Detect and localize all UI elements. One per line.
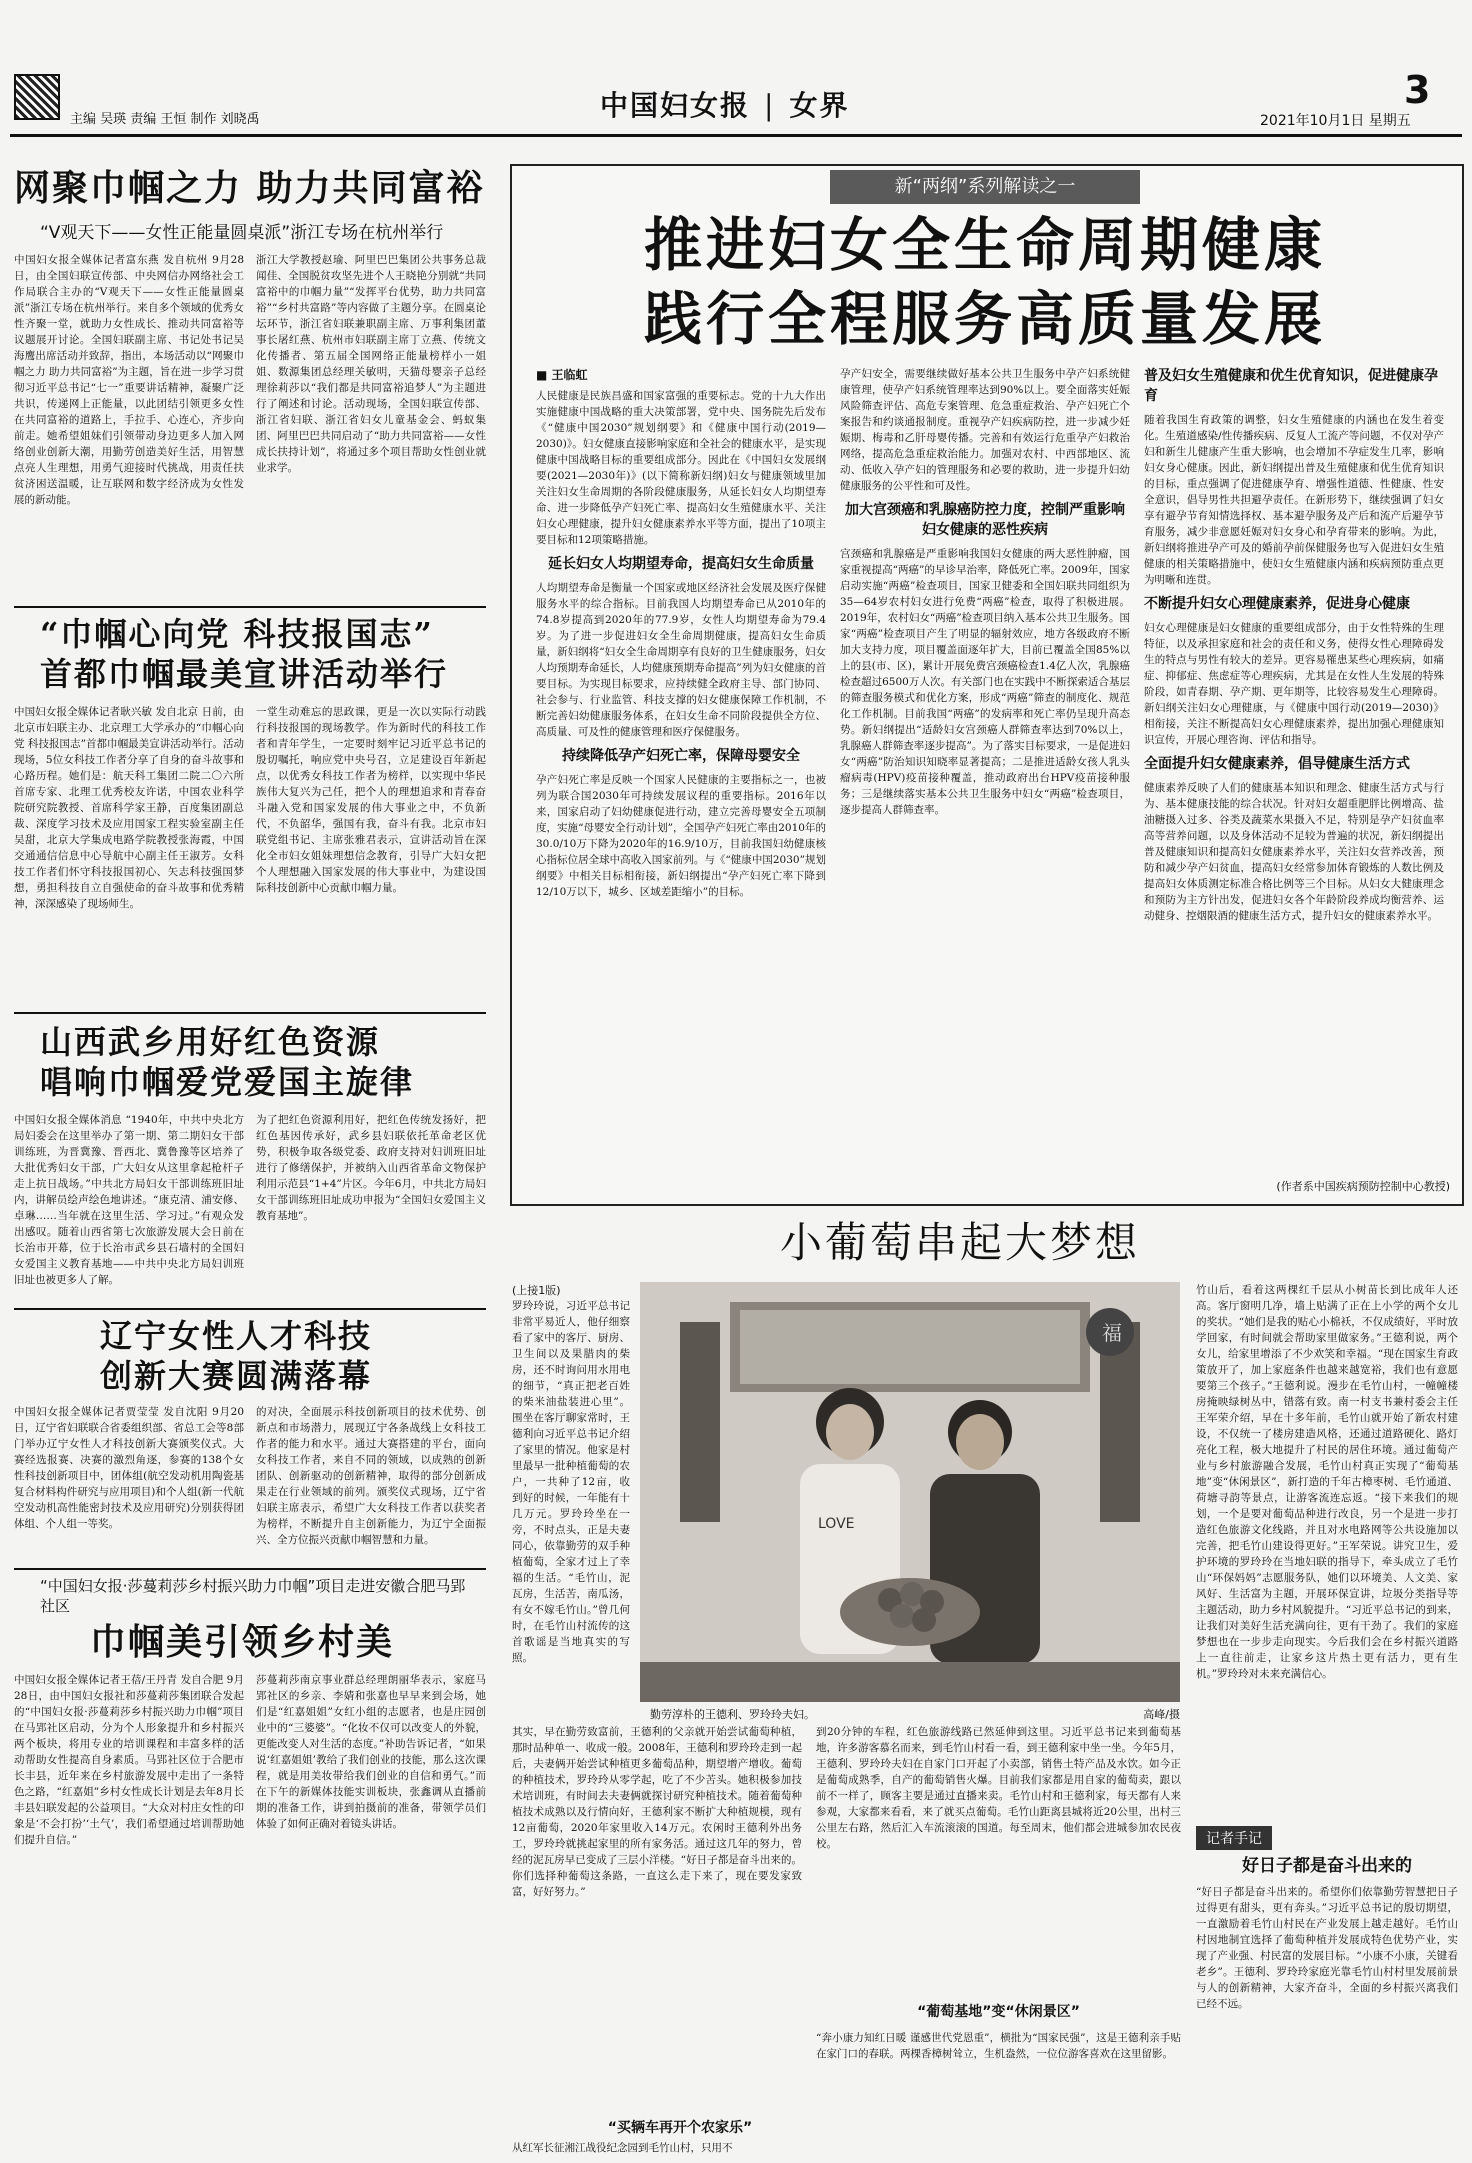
grape-col2-subhead: “买辆车再开个农家乐” [607, 2120, 753, 2136]
reporter-note-body: “好日子都是奋斗出来的。希望你们依靠勤劳智慧把日子过得更有甜头，更有奔头。”习近平总书记的殷切期望，一直激励着毛竹山村民在产业发展上越走越好。毛竹山村因地制宜选择了葡萄种植并发展成特色优势产业，实现了产业强、村民富的发展目标。“小康不小康，关键看老乡”。王德利、罗玲玲家庭光靠毛竹山村村里发展前景与人的创新精神，大家齐奋斗，全面的乡村振兴离我们已经不远。 [1196, 1886, 1458, 2010]
article3-title-line1: 山西武乡用好红色资源 [40, 1023, 381, 1061]
feature-col3-text: 随着我国生育政策的调整，妇女生殖健康的内涵也在发生着变化。生殖道感染/性传播疾病、反复人工流产等问题，不仅对孕产妇和新生儿健康产生重大影响，也会增加不孕症发生几率，影响妇女身心健康。因此，新妇纲提出普及生殖健康和优生优育知识的目标，重点强调了促进健康孕育、增强性道德、性健康、性安全意识，倡导男性共担避孕责任。在新形势下，继续强调了妇女享有避孕节育知情选择权、基本避孕服务及产后和流产后避孕节育服务，减少非意愿妊娠对妇女身心和孕育带来的影响。为此，新妇纲将推进孕产可及的婚前孕前保健服务也写入促进妇女生殖健康的相关策略措施中，使妇女生殖健康内涵和疾病预防重点更为明晰和连贯。 [1144, 414, 1444, 586]
reporter-note-title: 好日子都是奋斗出来的 [1242, 1856, 1412, 1876]
photo-caption: 勤劳淳朴的王德利、罗玲玲夫妇。 [650, 1708, 815, 1721]
feature-col1-text: 人民健康是民族昌盛和国家富强的重要标志。党的十九大作出实施健康中国战略的重大决策部署，党中央、国务院先后发布《“健康中国2030”规划纲要》和《健康中国行动(2019—2030)》。妇女健康直接影响家庭和全社会的健康水平，是实现健康中国战略目标的重要组成部分。因此在《中国妇女发展纲要(2021—2030年)》(以下简称新妇纲)妇女与健康领域里加关注妇女生命周期的各阶段健康服务，从延长妇女人均期望寿命、进一步降低孕产妇死亡率、提高妇女生殖健康水平、关注妇女心理健康，提升妇女健康素养水平等方面，提出了10项主要目标和12项策略措施。 [536, 390, 826, 546]
family-photo-illustration [640, 1282, 1180, 1702]
feature-author-note: (作者系中国疾病预防控制中心教授) [1276, 1180, 1450, 1193]
article3-title-line2: 唱响巾帼爱党爱国主旋律 [40, 1063, 415, 1101]
article1-col2: 浙江大学教授赵瑜、阿里巴巴集团公共事务总裁闻佳、全国脱贫攻坚先进个人王晓艳分别就“共同富裕中的巾帼力量”“发挥平台优势，助力共同富裕”“乡村共富路”等内容做了主题分享。在圆桌论坛环节，浙江省妇联兼职副主席、万事利集团董事长屠红燕、杭州市妇联副主席丁立燕、传统文化传播者、第五届全国网络正能量榜样小一姐姐、数源集团总经理关敏明，天猫母婴亲子总经理徐莉莎以“我们都是共同富裕追梦人”为主题进行了阐述和讨论。活动现场，全国妇联宣传部、浙江省妇联、浙江省妇女儿童基金会、蚂蚁集团、阿里巴巴共同启动了“助力共同富裕——女性成长扶持计划”，将通过多个项目帮助女性创业就业求学。 [256, 254, 486, 474]
page-number: 3 [1404, 68, 1431, 112]
divider [14, 1568, 486, 1570]
qr-code-icon [14, 74, 60, 120]
feature-col3-subhead3: 全面提升妇女健康素养，倡导健康生活方式 [1144, 756, 1410, 772]
article2-col2: 一堂生动难忘的思政课，更是一次以实际行动践行科技报国的现场教学。作为新时代的科技工作者和青年学生，一定要时刻牢记习近平总书记的殷切嘱托，响应党中央号召，立足建设百年新起点，以优秀女科技工作者为榜样，以实现中华民族伟大复兴为己任，把个人的理想追求和青春奋斗融入党和国家发展的伟大事业之中，不负新代，不负韶华，强国有我，奋斗有我。北京市妇联党组书记、主席张雅君表示，宣讲活动旨在深化全市妇女姐妹理想信念教育，引导广大妇女把个人理想融入国家发展的伟大事业中，为建设国际科技创新中心贡献巾帼力量。 [256, 706, 486, 894]
feature-col2-subhead1: 加大宫颈癌和乳腺癌防控力度，控制严重影响妇女健康的恶性疾病 [845, 502, 1125, 538]
grape-continued: (上接1版) [512, 1284, 561, 1297]
feature-col2-text2: 宫颈癌和乳腺癌是严重影响我国妇女健康的两大恶性肿瘤，国家重视提高“两癌”的早诊早治率，降低死亡率。2009年，国家启动实施“两癌”检查项目，国家卫健委和全国妇联共同组织为35—64岁农村妇女进行免费“两癌”检查，取得了积极进展。2019年，农村妇女“两癌”检查项目纳入基本公共卫生服务。国家“两癌”检查项目产生了明显的辐射效应，地方各级政府不断加大支持力度，项目覆盖面逐年扩大，目前已覆盖全国85%以上的县(市、区)，累计开展免费宫颈癌检查1.4亿人次，乳腺癌检查超过6500万人次。有关部门也在实践中不断探索适合基层的筛查服务模式和优化方案，形成“两癌”筛查的制度化、规范化工作机制。目前我国“两癌”的发病率和死亡率仍呈现升高态势。新妇纲提出“适龄妇女宫颈癌人群筛查率达到70%以上，乳腺癌人群筛查率逐步提高”。为了落实目标要求，一是促进妇女“两癌”防治知识知晓率显著提高；二是推进适龄女孩人乳头瘤病毒(HPV)疫苗接种覆盖，推动政府出台HPV疫苗接种服务；三是继续落实基本公共卫生服务中妇女“两癌”检查项目，逐步提高人群筛查率。 [840, 548, 1130, 816]
article2-title-line2: 首都巾帼最美宣讲活动举行 [40, 655, 449, 693]
feature-col1-text2: 人均期望寿命是衡量一个国家或地区经济社会发展及医疗保健服务水平的综合指标。目前我国人均期望寿命已从2010年的74.8岁提高到2020年的77.9岁，女性人均期望寿命为79.4岁。为了进一步促进妇女全生命周期健康，提高妇女生命质量，新妇纲将“妇女全生命周期享有良好的卫生健康服务，妇女人均预期寿命延长，人均健康预期寿命提高”列为妇女健康的首要目标。为实现目标要求，应持续健全政府主导、部门协同、社会参与、行业监管、科技支撑的妇女健康保障工作机制，不断完善妇幼健康服务体系，在妇女生命不同阶段提供全方位、高质量、可及性的健康管理和医疗保健服务。 [536, 582, 826, 738]
article4-col2: 的对决，全面展示科技创新项目的技术优势、创新点和市场潜力，展现辽宁各条战线上女科技工作者的能力和水平。通过大赛搭建的平台，面向女科技工作者，来自不同的领域，以成熟的创新团队、创新驱动的创新精神，取得的部分创新成果走在行业领域的前列。颁奖仪式现场，辽宁省妇联主席表示，希望广大女科技工作者以获奖者为榜样，不断提升自主创新能力，为辽宁全面振兴、全方位振兴贡献巾帼智慧和力量。 [256, 1406, 486, 1546]
grape-title: 小葡萄串起大梦想 [780, 1218, 1141, 1267]
divider [14, 1012, 486, 1014]
family-photo [640, 1282, 1180, 1702]
grape-col2-text: 其实，早在勤劳致富前，王德利的父亲就开始尝试葡萄种植，那时品种单一、收成一般。2008年，王德利和罗玲玲走到一起后，夫妻俩开始尝试种植更多葡萄品种，期望增产增收。葡萄的种植技术，罗玲玲从零学起，吃了不少苦头。她积极参加技术培训班，有时间去夫妻俩就探讨研究种植技术。随着葡萄种植技术成熟以及行情向好，王德利家不断扩大种植规模，现有12亩葡萄，2020年家里收入14万元。农闲时王德利外出务工，罗玲玲就挑起家里的所有家务活。通过这几年的努力，曾经的泥瓦房早已变成了三层小洋楼。“好日子都是奋斗出来的。你们选择种葡萄这条路，一直这么走下来了，现在要发家致富，好好努力。” [512, 1726, 802, 1898]
article2-title-line1: “巾帼心向党 科技报国志” [40, 615, 434, 653]
divider [14, 606, 486, 608]
feature-col1-text3: 孕产妇死亡率是反映一个国家人民健康的主要指标之一，也被列为联合国2030年可持续发展议程的重要指标。2016年以来，国家启动了妇幼健康促进行动，建立完善母婴安全五项制度，实施“母婴安全行动计划”，全国孕产妇死亡率由2010年的30.0/10万下降为2020年的16.9/10万，目前我国妇幼健康核心指标位居全球中高收入国家前列。与《“健康中国2030”规划纲要》中相关目标相衔接，新妇纲提出“孕产妇死亡率下降到12/10万以下，城乡、区域差距缩小”的目标。 [536, 774, 826, 898]
grape-col4: 竹山后，看着这两棵红千层从小树苗长到比成年人还高。客厅窗明几净，墙上贴满了正在上小学的两个女儿的奖状。“她们是我的贴心小棉袄，不仅成绩好，平时放学回家，有时间就会帮助家里做家务。”王德利说，两个女儿，给家里增添了不少欢笑和幸福。“现在国家生育政策放开了，加上家庭条件也越来越宽裕，我们也有意愿要第三个孩子。”王德利说。漫步在毛竹山村，一幢幢楼房掩映绿树丛中，错落有致。南一村支书兼村委会主任王军荣介绍，早在十多年前，毛竹山就开始了新农村建设，不仅统一了楼房建造风格，还通过道路硬化、路灯亮化工程，极大地提升了村民的居住环境。通过葡萄产业与乡村旅游融合发展，毛竹山村真正实现了“葡萄基地”变“休闲景区”，新打造的千年古樟枣树、毛竹通道、荷塘寻韵等景点，让游客流连忘返。“接下来我们的规划，一个是要对葡萄品种进行改良，另一个是进一步打造红色旅游文化线路，并且对水电路网等公共设施加以完善，把毛竹山建设得更好。”王军荣说。讲究卫生，爱护环境的罗玲玲在当地妇联的指导下，牵头成立了毛竹山“环保妈妈”志愿服务队，她们以环境美、人文美、家风好、生活富为主题，开展环保宣讲，垃圾分类指导等主题活动，助力乡村风貌提升。“习近平总书记的到来，让我们对美好生活充满向往，更有干劲了。我们的家庭梦想也在一步步走向现实。今后我们会在乡村振兴道路上一直往前走，让家乡这片热土更有活力，更有生机。”罗玲玲对未来充满信心。 [1196, 1284, 1458, 1680]
feature-col3-subhead2: 不断提升妇女心理健康素养，促进身心健康 [1144, 596, 1410, 612]
article4-title-line2: 创新大赛圆满落幕 [100, 1357, 373, 1395]
grape-col2-tail: 从红军长征湘江战役纪念园到毛竹山村，只用不 [512, 2142, 733, 2154]
article1-title: 网聚巾帼之力 助力共同富裕 [14, 167, 485, 209]
masthead [0, 0, 1472, 160]
article1-subtitle: “V观天下——女性正能量圆桌派”浙江专场在杭州举行 [40, 223, 444, 243]
feature-col1-subhead2: 持续降低孕产妇死亡率，保障母婴安全 [562, 748, 800, 764]
feature-title-line1: 推进妇女全生命周期健康 [643, 211, 1326, 279]
section-name: 女界 [789, 89, 850, 122]
grape-col3-text2: “奔小康力知红日暖 谨感世代党恩重”，横批为“国家民强”，这是王德利亲手贴在家门口的春联。两棵香樟树耸立，生机盎然，一位位游客喜欢在这里留影。 [816, 2032, 1181, 2060]
feature-author: ■ 王临虹 [536, 368, 588, 382]
article3-col1: 中国妇女报全媒体消息 “1940年，中共中央北方局妇委会在这里举办了第一期、第二期妇女干部训练班，为晋冀豫、晋西北、冀鲁豫等区培养了大批优秀妇女干部，广大妇女从这里拿起枪杆子走上抗日战场。”中共北方局妇女干部训练班旧址内，讲解员绘声绘色地讲述。“康克清、浦安修、卓琳……当年就在这里生活、学习过。”有观众发出感叹。随着山西省第七次旅游发展大会日前在长治市开幕，位于长治市武乡县石墙村的全国妇女爱国主义教育基地——中共中央北方局妇训班旧址也被更多人了解。 [14, 1114, 244, 1286]
feature-col3-text3: 健康素养反映了人们的健康基本知识和理念、健康生活方式与行为、基本健康技能的综合状况。针对妇女超重肥胖比例增高、盐油糖摄入过多、谷类及蔬菜水果摄入不足，特别是孕产妇贫血率高等营养问题，以及身体活动不足较为普遍的状况，新妇纲提出普及健康知识和提高妇女健康素养水平，关注妇女营养改善，预防和减少孕产妇贫血，提高妇女经常参加体育锻炼的人数比例及提高妇女体质测定标准合格比例等三个目标。从妇女大健康理念和预防为主方针出发，促进妇女各个年龄阶段养成均衡营养、运动健身、控烟限酒的健康生活方式，提升妇女的健康素养水平。 [1144, 782, 1444, 922]
feature-col2 [840, 366, 1130, 1198]
article3-col2: 为了把红色资源利用好，把红色传统发扬好，把红色基因传承好，武乡县妇联依托革命老区优势，积极争取各级党委、政府支持对妇训班旧址进行了修缮保护，并被纳入山西省革命文物保护利用示范县“1+4”片区。今年6月，中共北方局妇女干部训练班旧址成功申报为“全国妇女爱国主义教育基地”。 [256, 1114, 486, 1222]
fu-character: 福 [1102, 1321, 1122, 1345]
article1-col1: 中国妇女报全媒体记者富东燕 发自杭州 9月28日，由全国妇联宣传部、中央网信办网络社会工作局联合主办的“V观天下——女性正能量圆桌派”浙江专场在杭州举行。来自多个领域的优秀女性齐聚一堂，就助力女性成长、推动共同富裕等议题展开讨论。全国妇联副主席、书记处书记吴海鹰出席活动并致辞，指出，本场活动以“网聚巾帼之力 助力共同富裕”为主题，旨在进一步学习贯彻习近平总书记“七一”重要讲话精神，凝聚广泛共识，传递网上正能量，以此团结引领更多女性在共同富裕的道路上，手拉手、心连心，齐步向前走。她希望姐妹们引领带动身边更多人加入网络创业创新大潮，用勤劳创造美好生活，用智慧点亮人生理想，用勇气迎接时代挑战，用责任扶贫济困送温暖，让互联网和数字经济成为女性发展的新动能。 [14, 254, 244, 506]
divider [14, 1308, 486, 1310]
issue-date: 2021年10月1日 星期五 [1260, 113, 1411, 129]
feature-banner: 新“两纲”系列解读之一 [830, 170, 1140, 204]
grape-col3-subhead: “葡萄基地”变“休闲景区” [917, 2004, 1080, 2020]
reporter-note-tag: 记者手记 [1196, 1826, 1272, 1850]
article5-col1: 中国妇女报全媒体记者王蓓/王丹青 发自合肥 9月28日，由中国妇女报社和莎蔓莉莎集团联合发起的“中国妇女报·莎蔓莉莎乡村振兴助力巾帼”项目在马郢社区启动，分为个人形象提升和乡村振兴两个板块，将用专业的培训课程和丰富多样的活动帮助女性提高自身素质。马郢社区位于合肥市长丰县，近年来在乡村旅游发展中走出了一条特色之路，“红嘉姐”乡村女性成长计划是去年8月长丰县妇联发起的公益项目。“大众对村庄女性的印象是‘不会打扮’‘土气’，我们希望通过培训帮助她们提升自信。” [14, 1674, 244, 1846]
article5-title: 巾帼美引领乡村美 [90, 1621, 395, 1663]
article5-pre-title: “中国妇女报·莎蔓莉莎乡村振兴助力巾帼”项目走进安徽合肥马郢社区 [40, 1577, 466, 1615]
article2-col1: 中国妇女报全媒体记者耿兴敏 发自北京 日前，由北京市妇联主办、北京理工大学承办的“巾帼心向党 科技报国志”首都巾帼最美宣讲活动举行。活动现场，5位女科技工作者分享了自身的奋斗故事和心路历程。她们是：航天科工集团二院二〇六所首席专家、北理工优秀校友许诺，中国农业科学院研究院教授、首席科学家王静，百度集团副总裁、深度学习技术及应用国家工程实验室副主任吴甜，北京大学集成电路学院教授张海霞，中国交通通信信息中心导航中心副主任王淑芳。女科技工作者们怀守科技报国初心、矢志科技强国梦想，勇担科技自立自强使命的奋斗故事和优秀精神，深深感染了现场师生。 [14, 706, 244, 910]
logo-text: 中国妇女报 [600, 89, 751, 122]
grape-col2 [512, 1724, 802, 2154]
feature-col2-text: 孕产妇安全，需要继续做好基本公共卫生服务中孕产妇系统健康管理，使孕产妇系统管理率达到90%以上。要全面落实妊娠风险筛查评估、高危专案管理、危急重症救治、孕产妇死亡个案报告和约谈通报制度。重视孕产妇疾病防控，进一步减少妊娠期、梅毒和乙肝母婴传播。完善和有效运行危重孕产妇救治网络，提高危急重症救治能力。加强对农村、中西部地区、流动、低收入孕产妇的管理服务和必要的救助，进一步提升妇幼健康服务的公平性和可及性。 [840, 368, 1130, 492]
grape-col3-text: 到20分钟的车程，红色旅游线路已然延伸到这里。习近平总书记来到葡萄基地，许多游客慕名而来，到毛竹山村看一看，到王德利家中坐一坐。今年5月，王德利、罗玲玲夫妇在自家门口开起了小卖部，销售土特产品及水饮。如今正是葡萄成熟季，自产的葡萄销售火爆。目前我们家都是用自家的葡萄卖，跟以前不一样了，顾客主要是通过直播来卖。毛竹山村和王德利家，每天都有人来参观，大家都来看看，来了就买点葡萄。毛竹山距离县城将近20公里，出村三公里左右路，然后汇入车流滚滚的国道。每至周末，他们都会进城参加农民夜校。 [816, 1726, 1181, 1850]
masthead-rule [10, 134, 1462, 137]
feature-col3-subhead1: 普及妇女生殖健康和优生优育知识，促进健康孕育 [1144, 368, 1438, 404]
grape-col1: 罗玲玲说，习近平总书记非常平易近人，他仔细察看了家中的客厅、厨房、卫生间以及果腊肉的柴房，还不时询问用水用电的细节，“真正把老百姓的柴米油盐装进心里”。围坐在客厅聊家常时，王德利向习近平总书记介绍了家里的情况。他家是村里最早一批种植葡萄的农户，一共种了12亩，收到好的时候，一年能有十几万元。罗玲玲坐在一旁，不时点头，正是夫妻同心，依靠勤劳的双手种植葡萄，全家才过上了幸福的生活。“毛竹山，泥瓦房，生活苦，南瓜汤，有女不嫁毛竹山。”曾几何时，在毛竹山村流传的这首歌谣是当地真实的写照。 [512, 1300, 630, 1664]
feature-col3 [1144, 366, 1444, 1174]
article5-col2: 莎蔓莉莎南京事业群总经理朗丽华表示，家庭马郢社区的乡亲、李婧和张嘉也早早来到会场，她们是“红嘉姐姐”女红小组的志愿者，也是庄园创业中的“三婆婆”。“化妆不仅可以改变人的外貌，更能改变人对生活的态度。”补助告诉记者，“如果说‘红嘉姐姐’教给了我们创业的技能，那么这次课程，就是用美妆带给我们创业的自信和勇气。”而在下午的新媒体技能实训板块，张鑫调从直播前期的准备工作，讲到拍摄前的准备，带领学员们体验了如何正确对着镜头讲话。 [256, 1674, 486, 1830]
feature-col1 [536, 388, 826, 1198]
feature-col1-subhead1: 延长妇女人均期望寿命，提高妇女生命质量 [548, 556, 814, 572]
photo-credit: 高峰/摄 [1143, 1708, 1180, 1721]
love-shirt-text: LOVE [818, 1516, 855, 1532]
grape-col3 [816, 1724, 1181, 2158]
newspaper-logo: 中国妇女报 | 女界 [600, 89, 850, 122]
feature-title-line2: 践行全程服务高质量发展 [643, 285, 1326, 353]
article4-col1: 中国妇女报全媒体记者贾莹莹 发自沈阳 9月20日，辽宁省妇联联合省委组织部、省总工会等8部门举办辽宁女性人才科技创新大赛颁奖仪式。大赛经选报赛、决赛的激烈角逐，参赛的138个女性科技创新项目中，团体组(航空发动机用陶瓷基复合材料构件研究与应用项目)和个人组(新一代航空发动机高性能密封技术及应用研究)分别获得团体组、个人组一等奖。 [14, 1406, 244, 1530]
feature-col3-text2: 妇女心理健康是妇女健康的重要组成部分，由于女性特殊的生理特征，以及承担家庭和社会的责任和义务，使得女性心理障碍发生的特点与男性有较大的差异。更容易罹患某些心理疾病，如痛症、抑郁症、焦虑症等心理疾病，尤其是在女性人生发展的特殊阶段，如青春期、孕产期、更年期等，比较容易发生心理障碍。新妇纲关注妇女心理健康，与《健康中国行动(2019—2030)》相衔接，关注不断提高妇女心理健康素养，提出加强心理健康知识宣传，开展心理咨询、评估和指导。 [1144, 622, 1444, 746]
article4-title-line1: 辽宁女性人才科技 [100, 1317, 373, 1355]
staff-credits: 主编 吴瑛 责编 王恒 制作 刘晓禹 [70, 112, 260, 127]
